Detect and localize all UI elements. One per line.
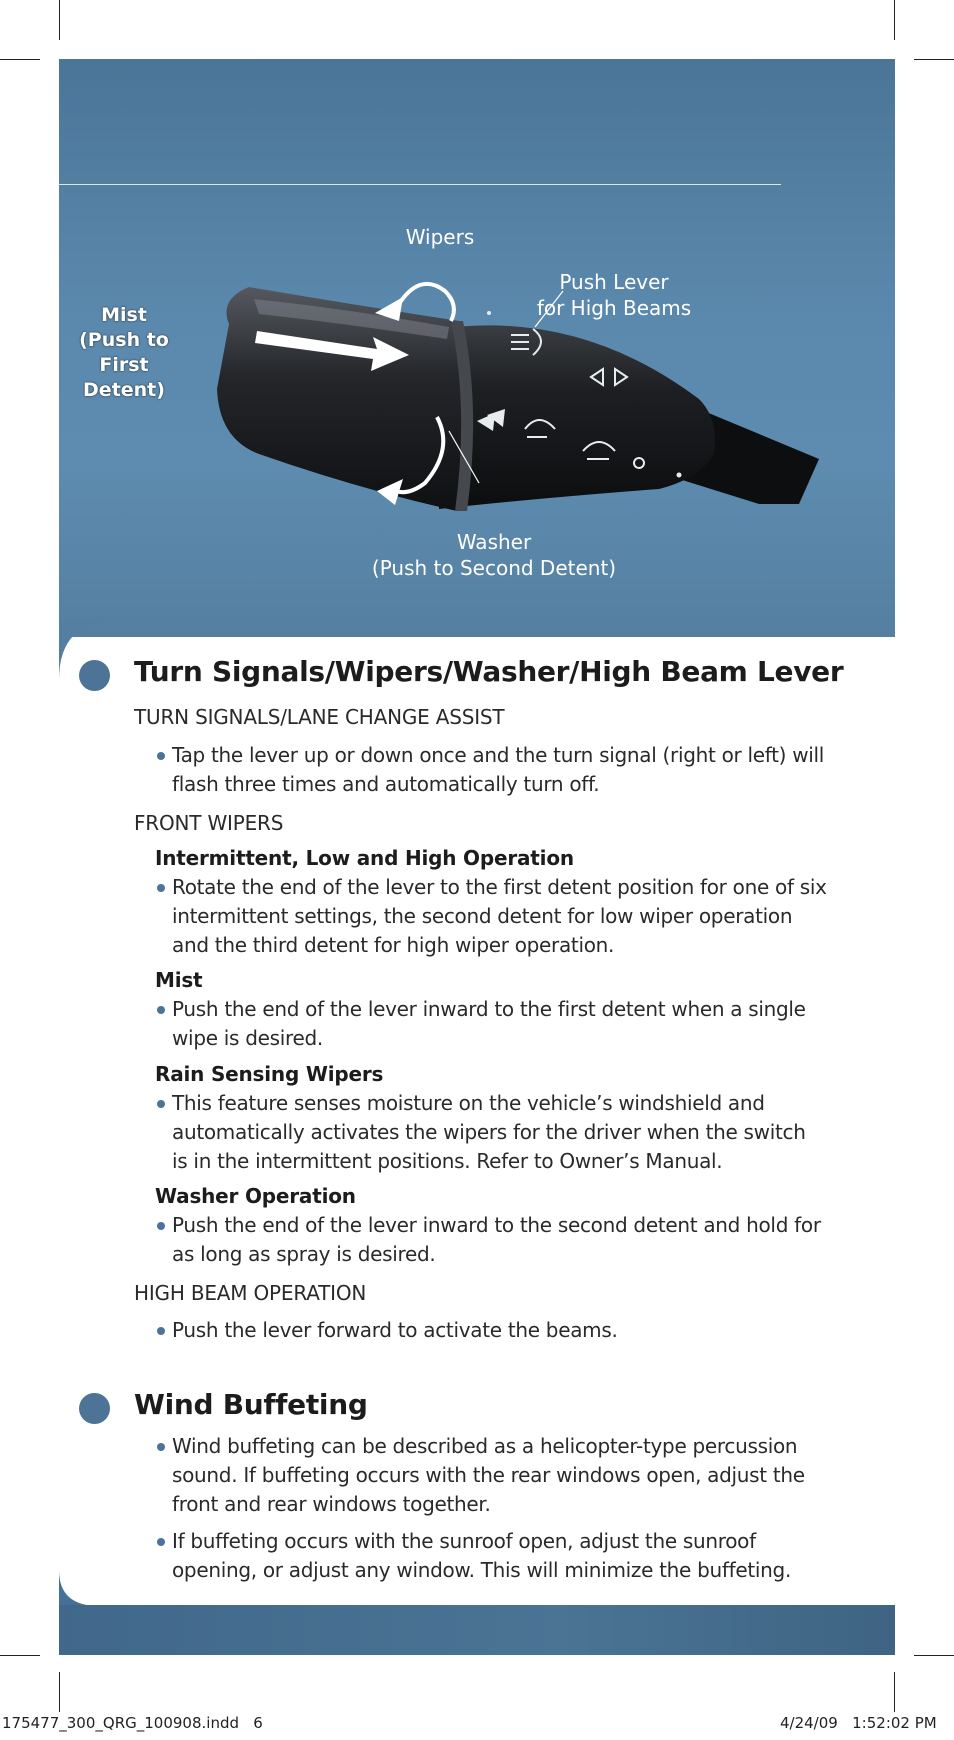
section-marker bbox=[79, 1393, 110, 1424]
crop-mark bbox=[59, 0, 60, 40]
bullet-text: Tap the lever up or down once and the turn signal (right or left) will flash three times and automatically turn off. bbox=[155, 741, 832, 799]
item-heading: Rain Sensing Wipers bbox=[155, 1062, 384, 1086]
section-marker bbox=[79, 660, 110, 691]
callout-wipers: Wipers bbox=[405, 225, 475, 249]
lever-photo-panel bbox=[59, 59, 895, 637]
crop-mark bbox=[59, 1672, 60, 1712]
crop-mark bbox=[894, 0, 895, 40]
callout-high-beams: Push Lever for High Beams bbox=[536, 270, 692, 320]
bullet-text: Push the end of the lever inward to the first detent when a single wipe is desired. bbox=[155, 995, 832, 1053]
accent-curve-bottom bbox=[59, 1570, 99, 1606]
bullet-text: Rotate the end of the lever to the first detent position for one of six intermittent settings, the second detent for low wiper operation and the third detent for high wiper operation. bbox=[155, 873, 832, 960]
file-slug: 175477_300_QRG_100908.indd 6 bbox=[2, 1714, 263, 1732]
item-heading: Intermittent, Low and High Operation bbox=[155, 846, 574, 870]
callout-mist: Mist (Push to First Detent) bbox=[79, 304, 169, 401]
bullet-text: Push the end of the lever inward to the second detent and hold for as long as spray is desired. bbox=[155, 1211, 832, 1269]
subheading: TURN SIGNALS/LANE CHANGE ASSIST bbox=[134, 705, 505, 729]
bullet-text: Push the lever forward to activate the beams. bbox=[155, 1316, 832, 1345]
section-title: Turn Signals/Wipers/Washer/High Beam Lever bbox=[134, 655, 844, 688]
bullet-text: This feature senses moisture on the vehicle’s windshield and automatically activates the wipers for the driver when the switch is in the intermittent positions. Refer to Owner’s Manual. bbox=[155, 1089, 817, 1176]
subheading: FRONT WIPERS bbox=[134, 811, 284, 835]
subheading: HIGH BEAM OPERATION bbox=[134, 1281, 367, 1305]
bullet-text: Wind buffeting can be described as a helicopter-type percussion sound. If buffeting occurs with the rear windows open, adjust the front and rear windows together. bbox=[155, 1432, 832, 1519]
bullet-text: If buffeting occurs with the sunroof open, adjust the sunroof opening, or adjust any window. This will minimize the buffeting. bbox=[155, 1527, 832, 1585]
callout-washer: Washer (Push to Second Detent) bbox=[371, 530, 617, 580]
crop-mark bbox=[0, 59, 40, 60]
crop-mark bbox=[894, 1672, 895, 1712]
crop-mark bbox=[0, 1655, 40, 1656]
item-heading: Mist bbox=[155, 968, 203, 992]
item-heading: Washer Operation bbox=[155, 1184, 356, 1208]
footer-band bbox=[59, 1605, 895, 1655]
timestamp-slug: 4/24/09 1:52:02 PM bbox=[780, 1714, 937, 1732]
crop-mark bbox=[914, 1655, 954, 1656]
section-title: Wind Buffeting bbox=[134, 1388, 368, 1421]
crop-mark bbox=[914, 59, 954, 60]
